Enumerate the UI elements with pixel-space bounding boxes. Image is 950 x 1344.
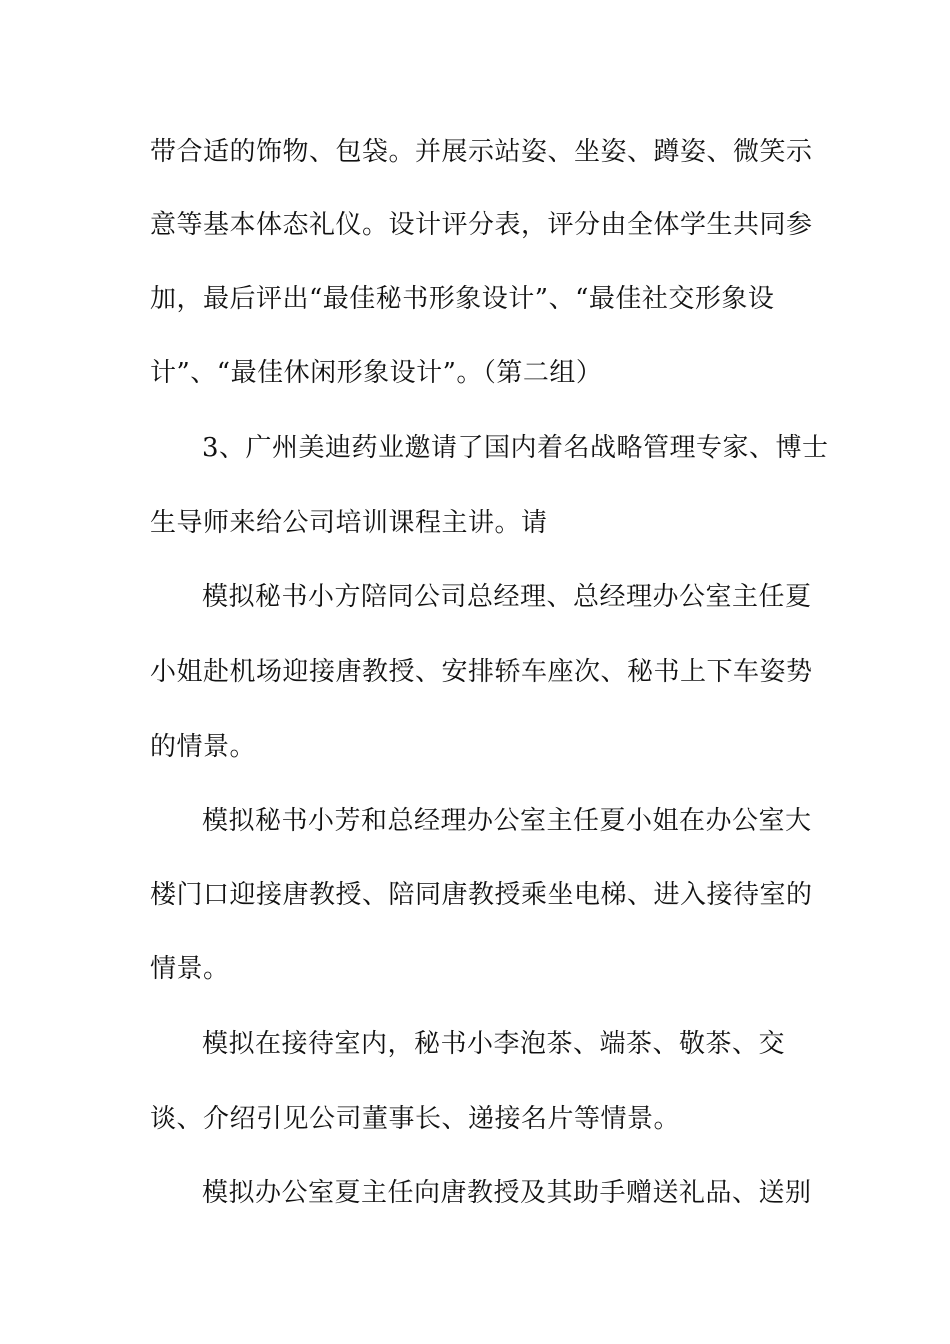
text-line-2: 意等基本体态礼仪。设计评分表，评分由全体学生共同参 [150,210,813,240]
text-line-6: 生导师来给公司培训课程主讲。请 [150,508,548,538]
text-line-14: 谈、介绍引见公司董事长、递接名片等情景。 [150,1104,681,1134]
text-line-5: 3、广州美迪药业邀请了国内着名战略管理专家、博士 [202,433,829,463]
text-line-13: 模拟在接待室内，秘书小李泡茶、端茶、敬茶、交 [202,1029,786,1059]
text-line-8: 小姐赴机场迎接唐教授、安排轿车座次、秘书上下车姿势 [150,657,813,687]
text-line-12: 情景。 [150,954,230,984]
text-line-10: 模拟秘书小芳和总经理办公室主任夏小姐在办公室大 [202,806,812,836]
text-line-1: 带合适的饰物、包袋。并展示站姿、坐姿、蹲姿、微笑示 [150,137,813,167]
text-line-15: 模拟办公室夏主任向唐教授及其助手赠送礼品、送别 [202,1178,812,1208]
text-line-9: 的情景。 [150,732,257,762]
text-line-3: 加，最后评出“最佳秘书形象设计”、“最佳社交形象设 [150,284,775,314]
text-line-11: 楼门口迎接唐教授、陪同唐教授乘坐电梯、进入接待室的 [150,880,813,910]
text-line-7: 模拟秘书小方陪同公司总经理、总经理办公室主任夏 [202,582,812,612]
text-line-4: 计”、“最佳休闲形象设计”。（第二组） [150,358,603,388]
